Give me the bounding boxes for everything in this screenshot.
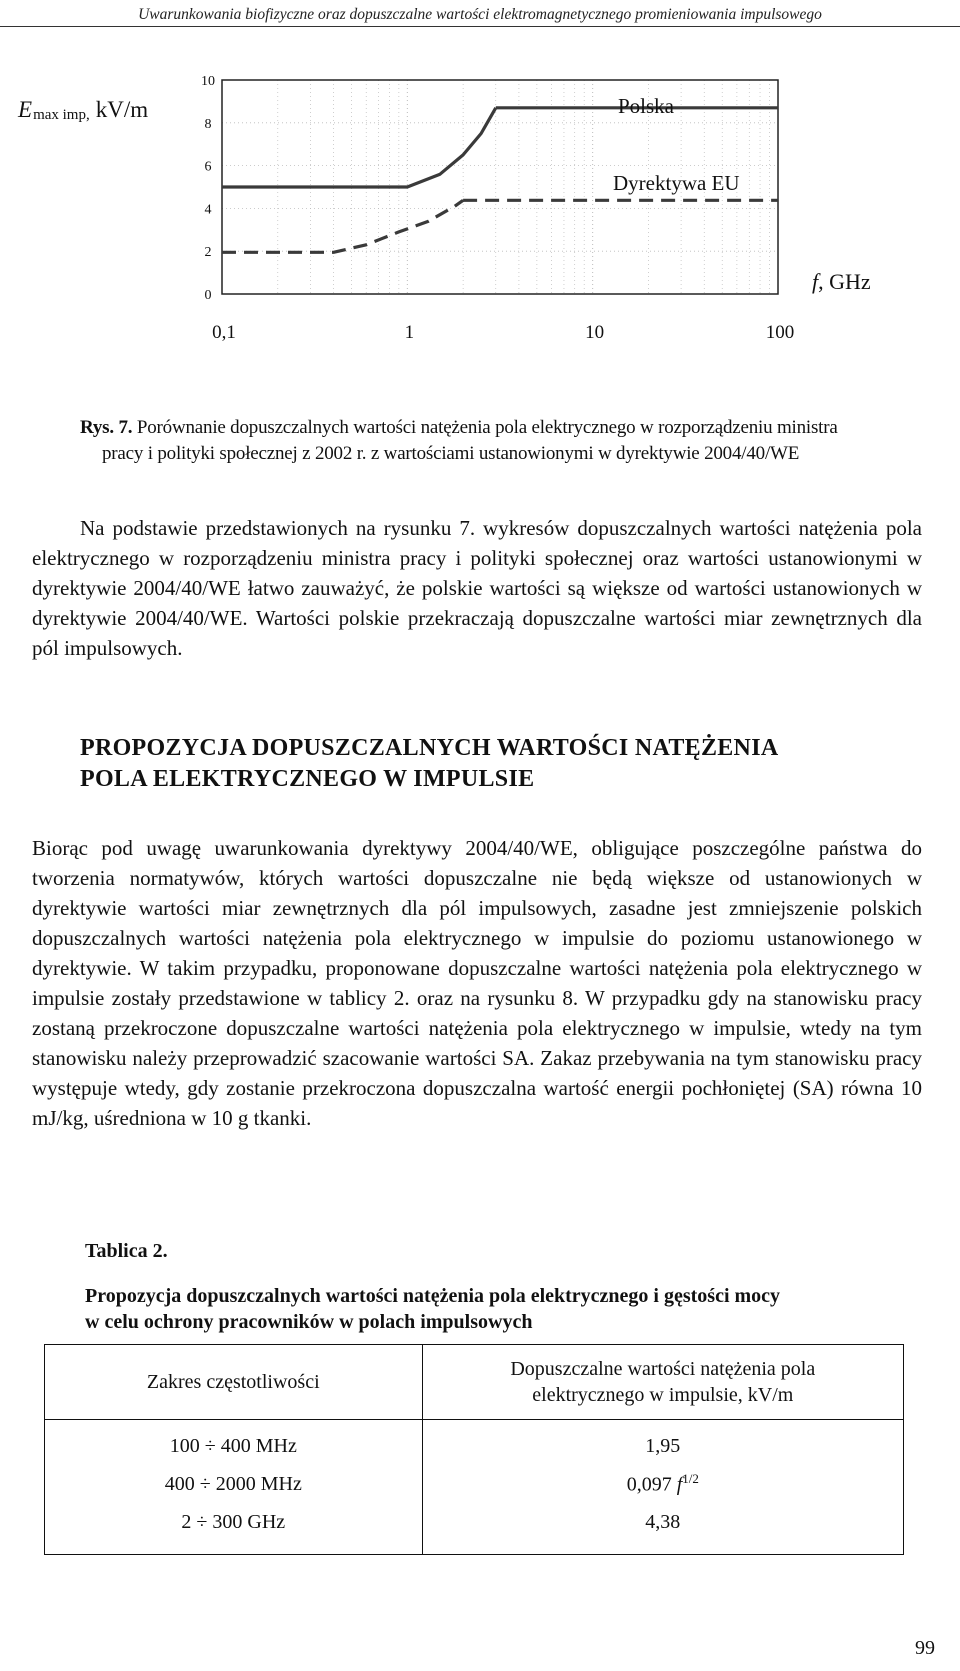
table-label: Tablica 2.	[85, 1240, 168, 1262]
body-paragraph-1: Na podstawie przedstawionych na rysunku 7. wykresów dopuszczalnych wartości natężenia pola elektrycznego w rozporządzeniu ministra pracy i polityki społecznej oraz wartości ustanowionymi w dyrektywie 2004/40/WE łatwo zauważyć, że polskie wartości są większe od wartości ustanowionych w dyrektywie 2004/40/WE. Wartości polskie przekraczają dopuszczalne wartości miar zewnętrznych dla pól impulsowych.	[32, 516, 922, 660]
y-tick-label: 2	[204, 245, 212, 261]
y-tick-label: 4	[204, 202, 212, 218]
y-tick-label: 8	[204, 116, 212, 132]
x-tick-label: 10	[585, 322, 605, 343]
x-tick-label: 0,1	[212, 322, 236, 343]
cell-value	[422, 1503, 903, 1555]
table-header-row	[45, 1345, 904, 1420]
table-title-line2: w celu ochrony pracowników w polach impulsowych	[85, 1311, 533, 1333]
heading-line2: POLA ELEKTRYCZNEGO W IMPULSIE	[80, 766, 535, 792]
y-tick-labels	[201, 74, 215, 303]
caption-label: Rys. 7.	[80, 417, 133, 438]
y-axis-label	[17, 97, 148, 123]
caption-line1: Porównanie dopuszczalnych wartości natężenia pola elektrycznego w rozporządzeniu ministra	[136, 417, 838, 438]
y-tick-label: 6	[204, 159, 212, 175]
heading-line1: PROPOZYCJA DOPUSZCZALNYCH WARTOŚCI NATĘŻENIA	[80, 735, 779, 761]
figure-caption	[80, 415, 940, 467]
y-axis-label-unit: kV/m	[95, 97, 149, 122]
y-axis-label-sub: max imp,	[33, 107, 90, 123]
page-number: 99	[915, 1637, 935, 1659]
table-container	[44, 1344, 904, 1555]
running-header	[0, 0, 960, 32]
body-paragraph-2: Biorąc pod uwagę uwarunkowania dyrektywy 2004/40/WE, obligujące poszczególne państwa do tworzenia normatywów, których wartości dopuszczalne nie będą większe od ustanowionych w dyrektywie wartości miar zewnętrznych dla pól impulsowych, zasadne jest zmniejszenie polskich dopuszczalnych wartości natężenia pola elektrycznego w impulsie do poziomu ustanowionego w dyrektywie. W takim przypadku, proponowane dopuszczalne wartości natężenia pola elektrycznego w impulsie zostały przedstawione w tablicy 2. oraz na rysunku 8. W przypadku gdy na stanowisku pracy zostaną przekroczone dopuszczalne wartości natężenia pola elektrycznego w impulsie, wtedy na tym stanowisku należy przeprowadzić szacowanie wartości SA. Zakaz przebywania na tym stanowisku pracy występuje wtedy, gdy zostanie przekroczona dopuszczalna wartość energii pochłoniętej (SA) równa 10 mJ/kg, uśredniona w 10 g tkanki.	[32, 836, 922, 1130]
table-row	[45, 1503, 904, 1555]
col-header-limit-line1: Dopuszczalne wartości natężenia pola	[510, 1358, 816, 1380]
cell-range: 400 ÷ 2000 MHz	[45, 1465, 423, 1503]
caption-line2: pracy i polityki społecznej z 2002 r. z wartościami ustanowionymi w dyrektywie 2004/40/WE	[102, 443, 800, 464]
cell-value-number: 0,097	[626, 1473, 677, 1496]
table-row	[45, 1420, 904, 1466]
x-axis-label-unit: , GHz	[818, 269, 871, 294]
x-tick-labels	[212, 322, 794, 343]
series-line-polska	[222, 108, 496, 187]
cell-range: 100 ÷ 400 MHz	[45, 1420, 423, 1466]
cell-range: 2 ÷ 300 GHz	[45, 1503, 423, 1555]
col-header-limit-line2: elektrycznego w impulsie, kV/m	[532, 1384, 794, 1406]
table-title-line1: Propozycja dopuszczalnych wartości natężenia pola elektrycznego i gęstości mocy	[85, 1285, 781, 1307]
table-title	[85, 1283, 935, 1335]
figure-chart	[0, 60, 960, 360]
limits-table	[44, 1344, 904, 1555]
x-tick-label: 100	[765, 322, 795, 343]
cell-value-variable: f	[676, 1473, 683, 1496]
col-header-limit	[422, 1345, 903, 1420]
section-heading	[80, 733, 920, 795]
y-tick-label: 10	[201, 74, 215, 89]
cell-value	[422, 1420, 903, 1466]
legend-eu: Dyrektywa EU	[613, 171, 740, 195]
y-tick-label: 0	[204, 288, 212, 303]
legend-polska: Polska	[618, 94, 675, 118]
x-axis-label-var: f	[812, 269, 819, 294]
cell-value-number: 1,95	[645, 1434, 681, 1457]
y-axis-label-main: E	[18, 97, 33, 122]
cell-value	[422, 1465, 903, 1503]
cell-value-exponent: 1/2	[682, 1471, 699, 1487]
x-tick-label: 1	[404, 322, 415, 343]
x-axis-label	[812, 269, 871, 294]
col-header-frequency: Zakres częstotliwości	[45, 1345, 423, 1420]
cell-value-number: 4,38	[645, 1510, 681, 1533]
table-row	[45, 1465, 904, 1503]
running-title: Uwarunkowania biofizyczne oraz dopuszczalne wartości elektromagnetycznego promieniowania impulsowego	[138, 6, 822, 23]
header-rule	[0, 26, 960, 27]
